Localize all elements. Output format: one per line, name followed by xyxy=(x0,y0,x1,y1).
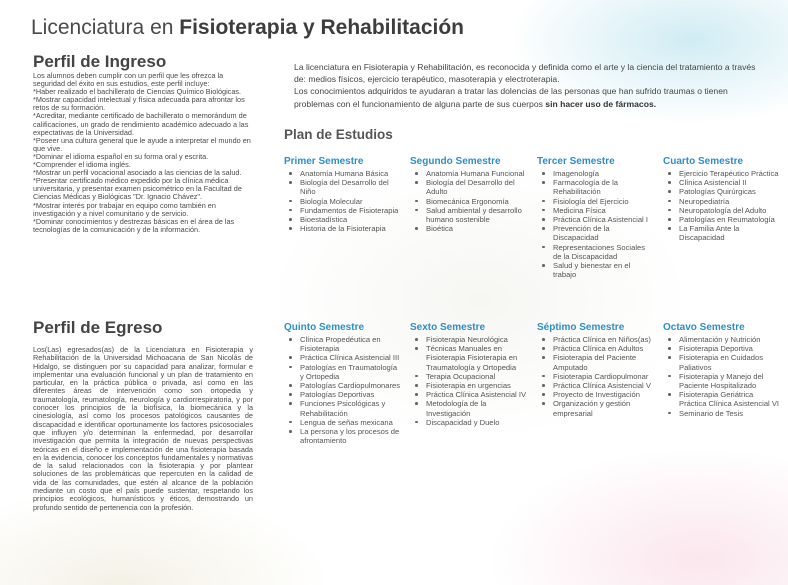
course-item: Imagenología xyxy=(553,169,655,178)
course-item: Bioestadística xyxy=(300,215,402,224)
ingreso-paragraph: *Poseer una cultura general que le ayude a interpretar el mundo en que vive. xyxy=(33,135,251,153)
semester-title: Sexto Semestre xyxy=(410,322,486,333)
course-item: Fisioterapia en urgencias xyxy=(426,381,528,390)
course-item: Bioética xyxy=(426,224,528,233)
course-list xyxy=(537,169,655,279)
course-item: Patologías en Reumatología xyxy=(679,215,781,224)
semester-5 xyxy=(284,322,402,445)
course-item: La persona y los procesos de afrontamiento xyxy=(300,427,402,445)
perfil-ingreso-text xyxy=(33,72,255,234)
course-item: Terapia Ocupacional xyxy=(426,372,528,381)
semester-6 xyxy=(410,322,528,427)
ingreso-paragraph: *Dominar el idioma español en su forma oral y escrita. xyxy=(33,151,209,161)
course-item: Neuropediatría xyxy=(679,197,781,206)
intro-line-1: La licenciatura en Fisioterapia y Rehabilitación, es reconocida y definida como el arte y la ciencia del tratamiento a través de: medios físicos, ejercicio terapéutico, masoterapia y electroterapia. xyxy=(294,62,756,85)
course-item: Medicina Física xyxy=(553,206,655,215)
course-item: Biología del Desarrollo del Adulto xyxy=(426,178,528,196)
course-item: Patologías Deportivas xyxy=(300,390,402,399)
semester-title: Octavo Semestre xyxy=(663,322,745,333)
course-item: Seminario de Tesis xyxy=(679,409,781,418)
course-item: Fisioterapia en Cuidados Paliativos xyxy=(679,353,781,371)
course-item: Clínica Asistencial II xyxy=(679,178,781,187)
semester-3 xyxy=(537,156,655,279)
semester-title: Tercer Semestre xyxy=(537,156,615,167)
ingreso-paragraph: *Haber realizado el bachillerato de Ciencias Químico Biológicas. xyxy=(33,87,242,97)
semester-title: Quinto Semestre xyxy=(284,322,365,333)
course-item: Biomecánica Ergonomía xyxy=(426,197,528,206)
course-item: Biología del Desarrollo del Niño xyxy=(300,178,402,196)
course-item: Patologías Quirúrgicas xyxy=(679,187,781,196)
ingreso-paragraph: *Mostrar un perfil vocacional asociado a las ciencias de la salud. xyxy=(33,168,242,178)
course-item: La Familia Ante la Discapacidad xyxy=(679,224,781,242)
semester-title: Cuarto Semestre xyxy=(663,156,744,167)
perfil-ingreso-heading: Perfil de Ingreso xyxy=(33,52,167,71)
course-item: Clínica Propedéutica en Fisioterapia xyxy=(300,335,402,353)
course-item: Organización y gestión empresarial xyxy=(553,399,655,417)
ingreso-paragraph: *Dominar conocimientos y destrezas básicas en el área de las tecnologías de la comunicación y de la información. xyxy=(33,216,235,234)
course-item: Anatomía Humana Básica xyxy=(300,169,402,178)
semester-title: Primer Semestre xyxy=(284,156,364,167)
course-item: Anatomía Humana Funcional xyxy=(426,169,528,178)
semester-title: Séptimo Semestre xyxy=(537,322,625,333)
ingreso-paragraph: *Presentar certificado médico expedido por la clínica médica universitaria, y presentar examen psicométrico en la Facultad de Ciencias Médicas y Biológicas "Dr. Ignacio Chávez". xyxy=(33,176,242,202)
course-list xyxy=(663,335,781,418)
course-item: Fisioterapia Deportiva xyxy=(679,344,781,353)
course-item: Fisiología del Ejercicio xyxy=(553,197,655,206)
course-list xyxy=(284,335,402,445)
course-item: Fisioterapia del Paciente Amputado xyxy=(553,353,655,371)
course-item: Farmacología de la Rehabilitación xyxy=(553,178,655,196)
course-item: Fisioterapia Neurológica xyxy=(426,335,528,344)
course-item: Metodología de la Investigación xyxy=(426,399,528,417)
course-item: Fisioterapia y Manejo del Paciente Hospitalizado xyxy=(679,372,781,390)
course-list xyxy=(537,335,655,418)
course-item: Práctica Clínica Asistencial III xyxy=(300,353,402,362)
course-item: Historia de la Fisioterapia xyxy=(300,224,402,233)
ingreso-paragraph: *Mostrar interés por trabajar en equipo como también en investigación y a nivel comunitario y de servicio. xyxy=(33,200,216,218)
perfil-egreso-heading: Perfil de Egreso xyxy=(33,318,163,337)
course-item: Patologías en Traumatología y Ortopedia xyxy=(300,363,402,381)
semester-4 xyxy=(663,156,781,243)
course-item: Representaciones Sociales de la Discapacidad xyxy=(553,243,655,261)
perfil-egreso-text: Los(Las) egresados(as) de la Licenciatura en Fisioterapia y Rehabilitación de la Universidad Michoacana de San Nicolás de Hidalgo, se distinguen por su capacidad para analizar, formular e implementar una evaluación funcional y un plan de tratamiento en particular, en la práctica pública o privada, así como en las diferentes áreas de intervención como son ortopedia y traumatología, reumatología, neurología y cardiorrespiratoria, y por conocer los principios de la biofísica, la biomecánica y la cinesiología, así como los procesos patológicos causantes de discapacidad e identificar oportunamente los factores psicosociales que influyen y/o determinan la enfermedad, por desarrollar investigación que permita la integración de nuevas perspectivas teóricas en el diseño e implementación de una fisioterapia basada en la evidencia, conocer los conceptos fundamentales y normativas de la salud relacionados con la fisioterapia y por plantear soluciones de las problemáticas que repercuten en la calidad de vida de las comunidades, que estén al alcance de la población mediante un costo que el país puede sustentar, respetando los principios ecológicos, humanísticos y éticos, demostrando un profundo sentido de pertenencia con la profesión. xyxy=(33,345,253,512)
ingreso-paragraph: *Mostrar capacidad intelectual y física adecuada para afrontar los retos de su formación. xyxy=(33,95,245,113)
intro-text xyxy=(294,61,764,110)
ingreso-paragraph: Los alumnos deben cumplir con un perfil que les ofrezca la seguridad del éxito en sus estudios, este perfil incluye: xyxy=(33,71,224,89)
course-item: Biología Molecular xyxy=(300,197,402,206)
course-item: Práctica Clínica Asistencial I xyxy=(553,215,655,224)
course-item: Fisioterapia Geriátrica Práctica Clínica Asistencial VI xyxy=(679,390,780,409)
course-item: Discapacidad y Duelo xyxy=(426,418,528,427)
course-item: Fundamentos de Fisioterapia xyxy=(300,206,402,215)
course-item: Salud ambiental y desarrollo humano sostenible xyxy=(426,206,528,224)
course-item: Funciones Psicológicas y Rehabilitación xyxy=(300,399,402,417)
course-item: Ejercicio Terapéutico Práctica xyxy=(679,169,781,178)
semester-7 xyxy=(537,322,655,418)
ingreso-paragraph: *Comprender el idioma inglés. xyxy=(33,160,131,170)
semester-2 xyxy=(410,156,528,233)
course-item: Fisioterapia Cardiopulmonar xyxy=(553,372,655,381)
course-list xyxy=(663,169,781,243)
plan-de-estudios-heading: Plan de Estudios xyxy=(284,127,393,142)
course-item: Técnicas Manuales en Fisioterapia Fisioterapia en Traumatología y Ortopedia xyxy=(426,344,528,372)
course-item: Salud y bienestar en el trabajo xyxy=(553,261,655,279)
course-list xyxy=(410,169,528,233)
ingreso-paragraph: *Acreditar, mediante certificado de bachillerato o memorándum de calificaciones, un grado de rendimiento académico adecuado a las expectativas de la Universidad. xyxy=(33,111,249,137)
course-item: Práctica Clínica Asistencial IV xyxy=(426,390,527,400)
course-item: Práctica Clínica en Niños(as) xyxy=(553,335,655,344)
course-item: Proyecto de Investigación xyxy=(553,390,655,399)
course-list xyxy=(410,335,528,427)
course-list xyxy=(284,169,402,233)
course-item: Patologías Cardiopulmonares xyxy=(300,381,401,391)
course-item: Alimentación y Nutrición xyxy=(679,335,781,344)
course-item: Práctica Clínica en Adultos xyxy=(553,344,655,353)
semester-8 xyxy=(663,322,781,418)
course-item: Prevención de la Discapacidad xyxy=(553,224,655,242)
course-item: Práctica Clínica Asistencial V xyxy=(553,381,655,390)
course-item: Neuropatología del Adulto xyxy=(679,206,781,215)
intro-line-2: Los conocimientos adquiridos te ayudaran a tratar las dolencias de las personas que han sufrido traumas o tienen problemas con el funcionamiento de alguna parte de sus cuerpos sin hacer uso de fármacos. xyxy=(294,86,728,109)
semester-1 xyxy=(284,156,402,233)
page-title: Licenciatura en Fisioterapia y Rehabilitación xyxy=(31,16,465,39)
course-item: Lengua de señas mexicana xyxy=(300,418,402,427)
semester-title: Segundo Semestre xyxy=(410,156,501,167)
